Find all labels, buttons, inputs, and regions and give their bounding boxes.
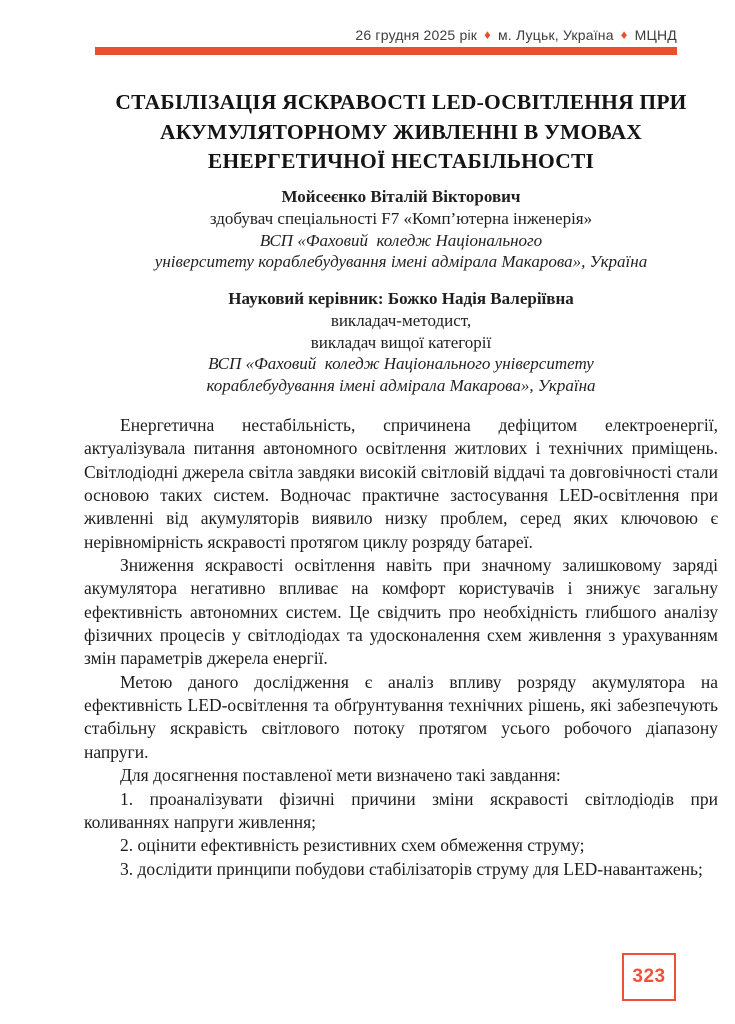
header-date: 26 грудня 2025 рік — [355, 27, 478, 43]
supervisor-block — [84, 288, 718, 397]
body-paragraph: Енергетична нестабільність, спричинена дефіцитом електроенергії, актуалізувала питання автономного освітлення житлових і технічних приміщень. Світлодіодні джерела світла завдяки високій світловій віддачі та довговічності стали основою таких систем. Водночас практичне застосування LED-освітлення при живленні від акумуляторів виявило низку проблем, серед яких ключовою є нерівномірність яскравості протягом циклу розряду батареї. — [84, 415, 718, 552]
page-number: 323 — [632, 966, 666, 987]
author-affiliation-line-1: ВСП «Фаховий коледж Національного — [259, 230, 543, 250]
body-paragraph: Метою даного дослідження є аналіз впливу розряду акумулятора на ефективність LED-освітлення та обґрунтування технічних рішень, які забезпечують стабільну яскравість світлового потоку протягом усього робочого діапазону напруги. — [84, 671, 718, 762]
paper-title-line-2: АКУМУЛЯТОРНОМУ ЖИВЛЕННІ В УМОВАХ — [159, 119, 643, 144]
page-header — [95, 27, 677, 43]
body-paragraph: Для досягнення поставленої мети визначено такі завдання: — [120, 765, 561, 786]
paper-title-line-3: ЕНЕРГЕТИЧНОЇ НЕСТАБІЛЬНОСТІ — [207, 148, 595, 173]
body-task-item: 2. оцінити ефективність резистивних схем обмеження струму; — [120, 835, 585, 856]
header-organization: МЦНД — [634, 27, 677, 43]
author-affiliation-line-2: університету кораблебудування імені адмірала Макарова», Україна — [154, 252, 648, 272]
diamond-icon: ♦ — [620, 27, 628, 42]
page-number-badge — [622, 953, 676, 1001]
author-name: Мойсеєнко Віталій Вікторович — [281, 187, 521, 206]
author-block — [84, 186, 718, 273]
author-role: здобувач спеціальності F7 «Комп’ютерна інженерія» — [209, 208, 593, 228]
supervisor-heading: Науковий керівник: Божко Надія Валеріївна — [228, 289, 574, 308]
supervisor-position-2: викладач вищої категорії — [310, 332, 492, 352]
header-location: м. Луцьк, Україна — [497, 27, 614, 43]
diamond-icon: ♦ — [484, 27, 491, 42]
body-text — [84, 414, 718, 881]
body-task-item: 1. проаналізувати фізичні причини зміни яскравості світлодіодів при коливаннях напруги живлення; — [84, 788, 718, 832]
supervisor-affiliation-line-2: кораблебудування імені адмірала Макарова», Україна — [206, 376, 596, 396]
header-rule-divider — [95, 47, 677, 55]
paper-title-line-1: СТАБІЛІЗАЦІЯ ЯСКРАВОСТІ LED-ОСВІТЛЕННЯ ПРИ — [115, 90, 687, 115]
supervisor-position-1: викладач-методист, — [330, 310, 472, 330]
body-task-item: 3. дослідити принципи побудови стабілізаторів струму для LED-навантажень; — [120, 858, 703, 879]
supervisor-affiliation-line-1: ВСП «Фаховий коледж Національного університету — [208, 354, 594, 374]
paper-title — [84, 88, 718, 176]
body-paragraph: Зниження яскравості освітлення навіть при значному залишковому заряді акумулятора негативно впливає на комфорт користувачів і знижує загальну ефективність автономних систем. Це свідчить про необхідність глибшого аналізу фізичних процесів у світлодіодах та удосконалення схем живлення з урахуванням змін параметрів джерела енергії. — [84, 555, 718, 669]
